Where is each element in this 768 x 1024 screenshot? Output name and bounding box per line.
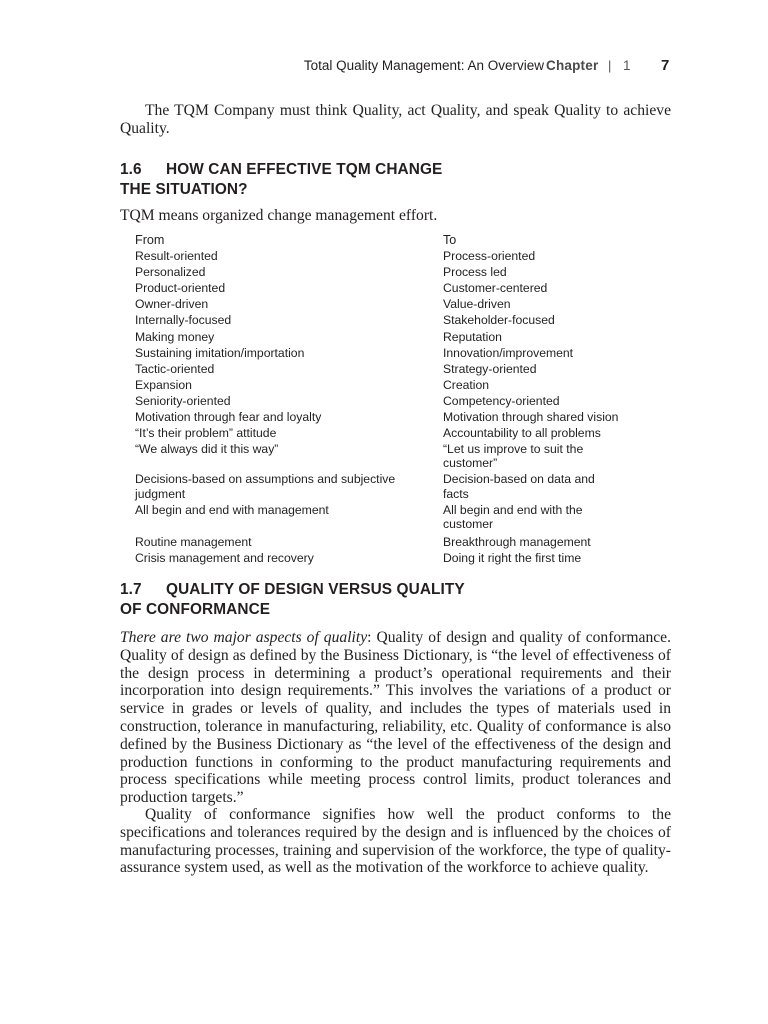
section-1-6-heading (120, 160, 671, 200)
from-item: Product-oriented (135, 281, 226, 296)
paragraph-1-body: : Quality of design and quality of conformance. Quality of design as defined by the Business Dictionary, is “the level of effectiveness of the design process in determining a product’s operational requirements and their incorporation into design requirements.” This involves the variations of a product or service in grades or levels of quality, and includes the types of materials used in construction, tolerance in manufacturing, reliability, etc. Quality of conformance is also defined by the Business Dictionary as “the level of the effectiveness of the design and production functions in conforming to the product manufacturing requirements and process specifications while meeting process control limits, product tolerances and production targets.” (120, 629, 672, 807)
running-header-chapter-number: 1 (623, 58, 631, 73)
section-1-6-title-line1: HOW CAN EFFECTIVE TQM CHANGE (166, 161, 443, 178)
running-header-chapter-label: Chapter (546, 58, 599, 73)
to-item: Strategy-oriented (443, 361, 537, 376)
from-item: Internally-focused (135, 313, 232, 328)
comparison-row (135, 409, 635, 425)
to-item: Innovation/improvement (443, 345, 574, 360)
to-item: Competency-oriented (443, 393, 560, 408)
running-header-book-title: Total Quality Management: An Overview (303, 58, 544, 73)
to-item: Accountability to all problems (443, 426, 601, 441)
section-1-7-title-line2: OF CONFORMANCE (120, 601, 271, 618)
to-column-header: To (443, 233, 457, 247)
to-item: Motivation through shared vision (443, 410, 619, 425)
section-1-7-title-line1: QUALITY OF DESIGN VERSUS QUALITY (166, 581, 465, 598)
from-item: Result-oriented (135, 249, 218, 264)
page-number: 7 (661, 57, 670, 74)
from-item: Routine management (135, 534, 252, 549)
comparison-row (135, 345, 635, 361)
from-column-header: From (135, 233, 165, 247)
from-item: “It’s their problem” attitude (135, 426, 277, 441)
from-item: Decisions-based on assumptions and subjective judgment (135, 472, 396, 501)
section-1-7-heading (120, 580, 671, 620)
comparison-row (135, 534, 635, 550)
to-item: Value-driven (443, 297, 511, 312)
comparison-row (135, 312, 635, 328)
from-item: Personalized (135, 265, 206, 280)
comparison-row (135, 248, 635, 264)
change-comparison-list (135, 232, 635, 566)
from-item: Motivation through fear and loyalty (135, 410, 322, 425)
to-item: Process-oriented (443, 249, 536, 264)
to-item: Breakthrough management (443, 534, 591, 549)
comparison-row (135, 361, 635, 377)
comparison-row (135, 442, 635, 471)
comparison-row (135, 550, 635, 566)
from-item: Crisis management and recovery (135, 550, 314, 565)
to-item: Process led (443, 265, 507, 280)
comparison-row (135, 296, 635, 312)
to-item: Doing it right the first time (443, 550, 582, 565)
comparison-row (135, 264, 635, 280)
from-item: Sustaining imitation/importation (135, 345, 305, 360)
comparison-row (135, 329, 635, 345)
section-1-7-paragraph-1 (120, 629, 671, 807)
comparison-row (135, 280, 635, 296)
section-1-6-number: 1.6 (120, 161, 142, 178)
from-item: Making money (135, 329, 215, 344)
section-1-6-title-line2: THE SITUATION? (120, 181, 248, 198)
comparison-header-row (135, 232, 635, 248)
to-item: Creation (443, 377, 490, 392)
section-1-7-paragraph-2: Quality of conformance signifies how well the product conforms to the specifications and tolerances required by the design and is influenced by the choices of manufacturing processes, training and supervision of the workforce, the type of quality-assurance system used, as well as the motivation of the workforce to achieve quality. (120, 806, 671, 877)
comparison-row (135, 503, 635, 532)
from-item: All begin and end with management (135, 502, 329, 517)
to-item: “Let us improve to suit the customer” (443, 441, 584, 471)
to-item: Decision-based on data and facts (443, 472, 595, 501)
comparison-row (135, 472, 635, 501)
from-item: Tactic-oriented (135, 361, 215, 376)
intro-paragraph: The TQM Company must think Quality, act Quality, and speak Quality to achieve Quality. (120, 102, 671, 137)
section-1-6-lead: TQM means organized change management effort. (120, 207, 438, 224)
from-item: Owner-driven (135, 297, 209, 312)
to-item: Customer-centered (443, 281, 548, 296)
comparison-row (135, 425, 635, 441)
running-header-separator: | (608, 58, 612, 73)
comparison-row (135, 393, 635, 409)
from-item: “We always did it this way” (135, 441, 279, 456)
from-item: Expansion (135, 377, 192, 392)
comparison-row (135, 377, 635, 393)
from-item: Seniority-oriented (135, 393, 231, 408)
to-item: All begin and end with the customer (443, 502, 583, 532)
to-item: Reputation (443, 329, 502, 344)
to-item: Stakeholder-focused (443, 313, 555, 328)
running-header (0, 58, 768, 78)
aspects-of-quality-emphasis: There are two major aspects of quality (120, 629, 368, 646)
section-1-7-number: 1.7 (120, 581, 142, 598)
